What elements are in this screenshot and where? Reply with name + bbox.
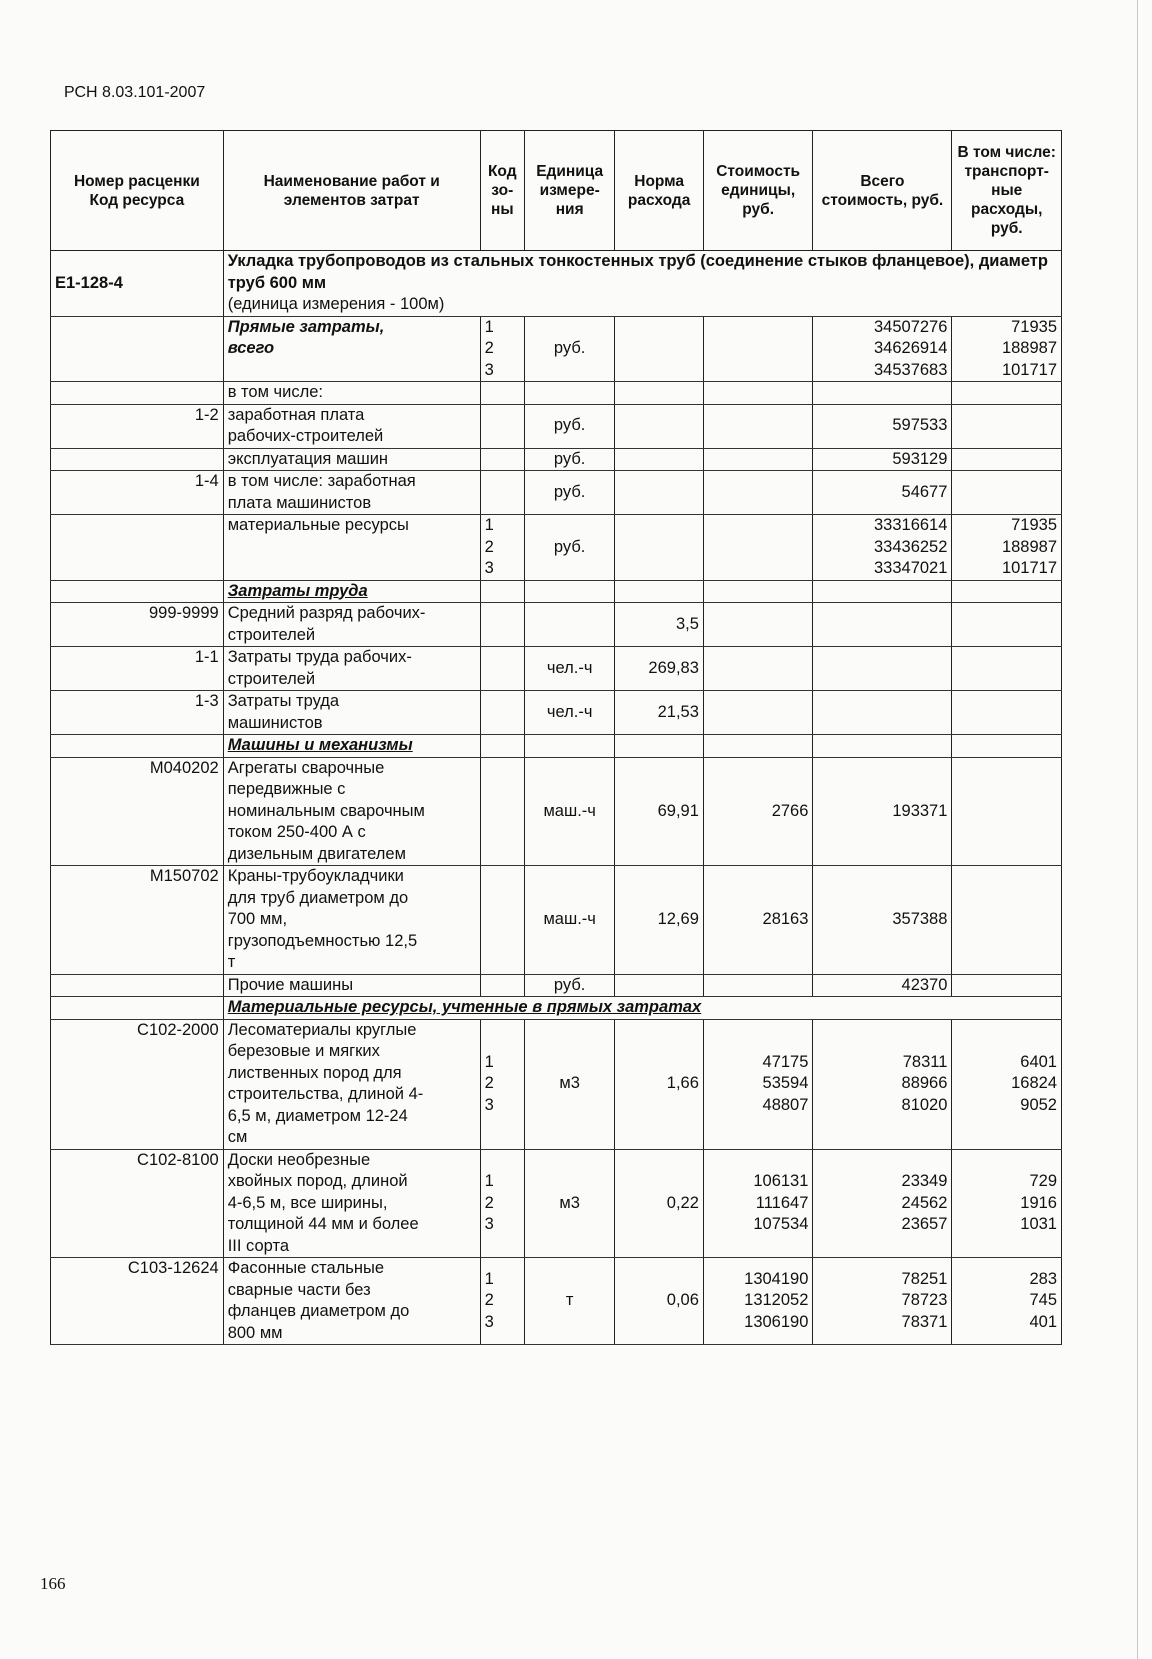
materials-name: материальные ресурсы [223, 515, 480, 581]
material-norm: 1,66 [615, 1019, 703, 1149]
rate-title-row [51, 251, 1062, 317]
materials-row [51, 515, 1062, 581]
materials-zones: 1 2 3 [480, 515, 524, 581]
machine-name: Прочие машины [223, 974, 480, 997]
table-row [51, 691, 1062, 735]
machine-name: Агрегаты сварочные передвижные с номинальным сварочным током 250-400 А с дизельным двигателем [223, 757, 480, 866]
machine-name: Краны-трубоукладчики для труб диаметром до 700 мм, грузоподъемностью 12,5 т [223, 866, 480, 975]
direct-unit: руб. [524, 316, 615, 382]
machines-op-row [51, 448, 1062, 471]
section-materials: Материальные ресурсы, учтенные в прямых затратах [223, 997, 1061, 1020]
wage-unit: руб. [524, 404, 615, 448]
wage-name: заработная плата рабочих-строителей [223, 404, 480, 448]
material-unit: м3 [524, 1149, 615, 1258]
page-number: 166 [40, 1574, 66, 1593]
material-transport: 6401 16824 9052 [952, 1019, 1062, 1149]
labor-code: 1-1 [51, 647, 224, 691]
material-name: Фасонные стальные сварные части без фланцев диаметром до 800 мм [223, 1258, 480, 1345]
page-edge [1137, 0, 1138, 1659]
labor-code: 1-3 [51, 691, 224, 735]
including-label: в том числе: [223, 382, 480, 405]
machine-price [703, 974, 813, 997]
material-code: С102-2000 [51, 1019, 224, 1149]
labor-unit: чел.-ч [524, 691, 615, 735]
material-total: 78311 88966 81020 [813, 1019, 952, 1149]
material-norm: 0,06 [615, 1258, 703, 1345]
wage-mach-unit: руб. [524, 471, 615, 515]
material-name: Лесоматериалы круглые березовые и мягких лиственных пород для строительства, длиной 4- 6,5 м, диаметром 12-24 см [223, 1019, 480, 1149]
labor-norm: 269,83 [615, 647, 703, 691]
col-unit-header: Единица измере- ния [524, 131, 615, 251]
labor-norm: 21,53 [615, 691, 703, 735]
direct-transport: 71935 188987 101717 [952, 316, 1062, 382]
materials-total: 33316614 33436252 33347021 [813, 515, 952, 581]
material-norm: 0,22 [615, 1149, 703, 1258]
material-zones: 1 2 3 [480, 1149, 524, 1258]
materials-transport: 71935 188987 101717 [952, 515, 1062, 581]
labor-norm: 3,5 [615, 603, 703, 647]
material-transport: 283 745 401 [952, 1258, 1062, 1345]
wage-total: 597533 [813, 404, 952, 448]
wage-mach-total: 54677 [813, 471, 952, 515]
rates-table [50, 130, 1062, 1345]
machine-total: 42370 [813, 974, 952, 997]
wage-mach-code: 1-4 [51, 471, 224, 515]
machines-op-unit: руб. [524, 448, 615, 471]
material-code: С103-12624 [51, 1258, 224, 1345]
section-labor: Затраты труда [223, 580, 480, 603]
machine-code: М040202 [51, 757, 224, 866]
machine-norm [615, 974, 703, 997]
col-transport-header: В том числе: транспорт-ные расходы, руб. [952, 131, 1062, 251]
labor-name: Средний разряд рабочих- строителей [223, 603, 480, 647]
wage-mach-name: в том числе: заработная плата машинистов [223, 471, 480, 515]
material-price: 47175 53594 48807 [703, 1019, 813, 1149]
machine-price: 2766 [703, 757, 813, 866]
wage-row [51, 404, 1062, 448]
section-machines-row [51, 735, 1062, 758]
labor-unit: чел.-ч [524, 647, 615, 691]
col-total-header: Всего стоимость, руб. [813, 131, 952, 251]
col-name-header: Наименование работ и элементов затрат [223, 131, 480, 251]
page-header: РСН 8.03.101-2007 [64, 84, 206, 101]
labor-unit [524, 603, 615, 647]
materials-unit: руб. [524, 515, 615, 581]
material-code: С102-8100 [51, 1149, 224, 1258]
material-total: 78251 78723 78371 [813, 1258, 952, 1345]
table-row [51, 974, 1062, 997]
table-row [51, 757, 1062, 866]
machine-norm: 69,91 [615, 757, 703, 866]
material-zones: 1 2 3 [480, 1258, 524, 1345]
including-row [51, 382, 1062, 405]
rate-title-cell [223, 251, 1061, 317]
machine-norm: 12,69 [615, 866, 703, 975]
machine-total: 193371 [813, 757, 952, 866]
section-machines: Машины и механизмы [223, 735, 480, 758]
wage-code: 1-2 [51, 404, 224, 448]
material-price: 1304190 1312052 1306190 [703, 1258, 813, 1345]
table-row [51, 647, 1062, 691]
labor-name: Затраты труда машинистов [223, 691, 480, 735]
direct-costs-row [51, 316, 1062, 382]
table-header-row [51, 131, 1062, 251]
col-zone-header: Код зо- ны [480, 131, 524, 251]
machine-price: 28163 [703, 866, 813, 975]
material-unit: т [524, 1258, 615, 1345]
table-row [51, 866, 1062, 975]
machines-op-name: эксплуатация машин [223, 448, 480, 471]
direct-total: 34507276 34626914 34537683 [813, 316, 952, 382]
material-transport: 729 1916 1031 [952, 1149, 1062, 1258]
table-row [51, 603, 1062, 647]
material-unit: м3 [524, 1019, 615, 1149]
rate-title: Укладка трубопроводов из стальных тонкостенных труб (соединение стыков фланцевое), диаметр труб 600 мм [227, 252, 1048, 292]
section-labor-row [51, 580, 1062, 603]
col-norm-header: Норма расхода [615, 131, 703, 251]
rate-unit: (единица измерения - 100м) [227, 295, 445, 313]
section-materials-row [51, 997, 1062, 1020]
wage-mach-row [51, 471, 1062, 515]
labor-code: 999-9999 [51, 603, 224, 647]
col-code-header: Номер расценки Код ресурса [51, 131, 224, 251]
machine-total: 357388 [813, 866, 952, 975]
table-row [51, 1258, 1062, 1345]
machine-code [51, 974, 224, 997]
table-row [51, 1019, 1062, 1149]
material-price: 106131 111647 107534 [703, 1149, 813, 1258]
machine-code: М150702 [51, 866, 224, 975]
rate-code: Е1-128-4 [51, 251, 224, 317]
material-zones: 1 2 3 [480, 1019, 524, 1149]
labor-name: Затраты труда рабочих- строителей [223, 647, 480, 691]
machine-unit: маш.-ч [524, 757, 615, 866]
material-total: 23349 24562 23657 [813, 1149, 952, 1258]
direct-zones: 1 2 3 [480, 316, 524, 382]
machine-unit: руб. [524, 974, 615, 997]
machine-unit: маш.-ч [524, 866, 615, 975]
material-name: Доски необрезные хвойных пород, длиной 4-6,5 м, все ширины, толщиной 44 мм и более III сорта [223, 1149, 480, 1258]
col-price-header: Стоимость единицы, руб. [703, 131, 813, 251]
machines-op-total: 593129 [813, 448, 952, 471]
direct-costs-label: Прямые затраты, всего [223, 316, 480, 382]
table-row [51, 1149, 1062, 1258]
